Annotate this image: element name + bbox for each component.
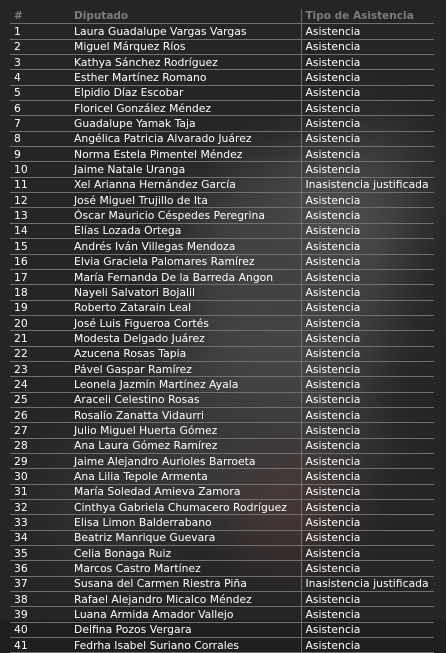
row-diputado-name: Floricel González Méndez	[70, 101, 301, 116]
row-attendance-type: Asistencia	[301, 453, 434, 468]
row-diputado-name: Araceli Celestino Rosas	[70, 392, 301, 407]
row-number: 12	[10, 193, 70, 208]
table-body	[10, 24, 434, 653]
row-attendance-type: Asistencia	[301, 607, 434, 622]
row-number: 19	[10, 300, 70, 315]
row-diputado-name: Roberto Zatarain Leal	[70, 300, 301, 315]
row-attendance-type: Asistencia	[301, 269, 434, 284]
table-row	[10, 147, 434, 162]
row-number: 2	[10, 39, 70, 54]
table-row	[10, 177, 434, 192]
row-diputado-name: Marcos Castro Martínez	[70, 561, 301, 576]
row-diputado-name: Guadalupe Yamak Taja	[70, 116, 301, 131]
row-diputado-name: Celia Bonaga Ruiz	[70, 546, 301, 561]
row-attendance-type: Asistencia	[301, 515, 434, 530]
table-row	[10, 484, 434, 499]
row-diputado-name: María Fernanda De la Barreda Angon	[70, 269, 301, 284]
table-row	[10, 546, 434, 561]
row-attendance-type: Asistencia	[301, 377, 434, 392]
row-diputado-name: Pável Gaspar Ramírez	[70, 361, 301, 376]
row-number: 13	[10, 208, 70, 223]
row-diputado-name: Elisa Limon Balderrabano	[70, 515, 301, 530]
row-diputado-name: Óscar Mauricio Céspedes Peregrina	[70, 208, 301, 223]
row-diputado-name: Elpidio Díaz Escobar	[70, 85, 301, 100]
row-number: 29	[10, 453, 70, 468]
row-number: 16	[10, 254, 70, 269]
row-attendance-type: Asistencia	[301, 438, 434, 453]
row-number: 11	[10, 177, 70, 192]
row-number: 15	[10, 239, 70, 254]
table-row	[10, 131, 434, 146]
row-number: 30	[10, 469, 70, 484]
row-diputado-name: Ana Lilia Tepole Armenta	[70, 469, 301, 484]
row-attendance-type: Asistencia	[301, 24, 434, 39]
table-row	[10, 39, 434, 54]
table-row	[10, 592, 434, 607]
row-number: 25	[10, 392, 70, 407]
row-attendance-type: Asistencia	[301, 315, 434, 330]
row-diputado-name: Fedrha Isabel Suriano Corrales	[70, 638, 301, 653]
row-attendance-type: Asistencia	[301, 530, 434, 545]
row-diputado-name: Susana del Carmen Riestra Piña	[70, 576, 301, 591]
table-row	[10, 223, 434, 238]
row-attendance-type: Asistencia	[301, 622, 434, 637]
row-attendance-type: Asistencia	[301, 208, 434, 223]
row-number: 26	[10, 407, 70, 422]
row-attendance-type: Asistencia	[301, 193, 434, 208]
row-number: 14	[10, 223, 70, 238]
table-row	[10, 24, 434, 39]
table-row	[10, 515, 434, 530]
column-header-number: #	[10, 9, 70, 24]
row-diputado-name: Andrés Iván Villegas Mendoza	[70, 239, 301, 254]
table-row	[10, 162, 434, 177]
row-attendance-type: Asistencia	[301, 638, 434, 653]
row-attendance-type: Asistencia	[301, 70, 434, 85]
table-row	[10, 346, 434, 361]
row-number: 8	[10, 131, 70, 146]
row-number: 36	[10, 561, 70, 576]
row-number: 32	[10, 500, 70, 515]
row-attendance-type: Asistencia	[301, 116, 434, 131]
row-number: 33	[10, 515, 70, 530]
row-attendance-type: Asistencia	[301, 300, 434, 315]
table-row	[10, 331, 434, 346]
row-number: 34	[10, 530, 70, 545]
table-row	[10, 469, 434, 484]
row-number: 9	[10, 147, 70, 162]
row-number: 27	[10, 423, 70, 438]
table-row	[10, 208, 434, 223]
row-diputado-name: Modesta Delgado Juárez	[70, 331, 301, 346]
table-row	[10, 269, 434, 284]
table-row	[10, 561, 434, 576]
row-diputado-name: Kathya Sánchez Rodríguez	[70, 55, 301, 70]
row-attendance-type: Asistencia	[301, 361, 434, 376]
row-number: 20	[10, 315, 70, 330]
row-diputado-name: Azucena Rosas Tapia	[70, 346, 301, 361]
row-attendance-type: Asistencia	[301, 85, 434, 100]
column-header-diputado: Diputado	[70, 9, 301, 24]
attendance-table	[10, 9, 434, 653]
row-attendance-type: Inasistencia justificada	[301, 177, 434, 192]
table-row	[10, 622, 434, 637]
row-attendance-type: Asistencia	[301, 162, 434, 177]
row-number: 4	[10, 70, 70, 85]
row-diputado-name: José Miguel Trujillo de Ita	[70, 193, 301, 208]
row-number: 39	[10, 607, 70, 622]
row-number: 7	[10, 116, 70, 131]
row-number: 23	[10, 361, 70, 376]
row-diputado-name: Jaime Alejandro Aurioles Barroeta	[70, 453, 301, 468]
row-attendance-type: Inasistencia justificada	[301, 576, 434, 591]
row-attendance-type: Asistencia	[301, 592, 434, 607]
row-number: 28	[10, 438, 70, 453]
table-row	[10, 193, 434, 208]
table-row	[10, 239, 434, 254]
row-diputado-name: Nayeli Salvatori Bojalil	[70, 285, 301, 300]
row-number: 21	[10, 331, 70, 346]
row-number: 38	[10, 592, 70, 607]
row-number: 1	[10, 24, 70, 39]
row-attendance-type: Asistencia	[301, 101, 434, 116]
row-diputado-name: Elías Lozada Ortega	[70, 223, 301, 238]
row-attendance-type: Asistencia	[301, 131, 434, 146]
row-number: 22	[10, 346, 70, 361]
row-diputado-name: Cinthya Gabriela Chumacero Rodríguez	[70, 500, 301, 515]
row-diputado-name: Angélica Patricia Alvarado Juárez	[70, 131, 301, 146]
row-diputado-name: Ana Laura Gómez Ramírez	[70, 438, 301, 453]
table-row	[10, 285, 434, 300]
row-number: 24	[10, 377, 70, 392]
table-row	[10, 300, 434, 315]
table-row	[10, 500, 434, 515]
row-attendance-type: Asistencia	[301, 223, 434, 238]
table-row	[10, 576, 434, 591]
row-diputado-name: Delfina Pozos Vergara	[70, 622, 301, 637]
row-number: 3	[10, 55, 70, 70]
row-attendance-type: Asistencia	[301, 546, 434, 561]
table-row	[10, 392, 434, 407]
row-diputado-name: Elvia Graciela Palomares Ramírez	[70, 254, 301, 269]
row-diputado-name: Xel Arianna Hernández García	[70, 177, 301, 192]
table-row	[10, 361, 434, 376]
row-number: 41	[10, 638, 70, 653]
row-number: 6	[10, 101, 70, 116]
table-row	[10, 254, 434, 269]
column-header-tipo: Tipo de Asistencia	[301, 9, 434, 24]
table-row	[10, 438, 434, 453]
table-row	[10, 70, 434, 85]
row-attendance-type: Asistencia	[301, 484, 434, 499]
table-row	[10, 530, 434, 545]
row-attendance-type: Asistencia	[301, 392, 434, 407]
row-diputado-name: Luana Armida Amador Vallejo	[70, 607, 301, 622]
table-row	[10, 453, 434, 468]
table-row	[10, 423, 434, 438]
row-attendance-type: Asistencia	[301, 561, 434, 576]
row-attendance-type: Asistencia	[301, 285, 434, 300]
table-row	[10, 315, 434, 330]
row-number: 31	[10, 484, 70, 499]
row-diputado-name: Beatriz Manrique Guevara	[70, 530, 301, 545]
row-number: 17	[10, 269, 70, 284]
row-number: 10	[10, 162, 70, 177]
table-row	[10, 101, 434, 116]
row-number: 18	[10, 285, 70, 300]
row-diputado-name: Rafael Alejandro Micalco Méndez	[70, 592, 301, 607]
table-header-row	[10, 9, 434, 24]
row-attendance-type: Asistencia	[301, 346, 434, 361]
row-diputado-name: Julio Miguel Huerta Gómez	[70, 423, 301, 438]
row-attendance-type: Asistencia	[301, 331, 434, 346]
table-row	[10, 407, 434, 422]
table-row	[10, 85, 434, 100]
row-diputado-name: Leonela Jazmín Martínez Ayala	[70, 377, 301, 392]
row-attendance-type: Asistencia	[301, 500, 434, 515]
row-number: 37	[10, 576, 70, 591]
row-attendance-type: Asistencia	[301, 147, 434, 162]
row-diputado-name: Jaime Natale Uranga	[70, 162, 301, 177]
table-row	[10, 55, 434, 70]
row-attendance-type: Asistencia	[301, 239, 434, 254]
row-number: 35	[10, 546, 70, 561]
row-diputado-name: Miguel Márquez Ríos	[70, 39, 301, 54]
row-diputado-name: Esther Martínez Romano	[70, 70, 301, 85]
row-attendance-type: Asistencia	[301, 407, 434, 422]
row-diputado-name: Norma Estela Pimentel Méndez	[70, 147, 301, 162]
row-number: 5	[10, 85, 70, 100]
row-diputado-name: María Soledad Amieva Zamora	[70, 484, 301, 499]
row-attendance-type: Asistencia	[301, 39, 434, 54]
table-row	[10, 607, 434, 622]
row-diputado-name: Laura Guadalupe Vargas Vargas	[70, 24, 301, 39]
row-attendance-type: Asistencia	[301, 469, 434, 484]
row-attendance-type: Asistencia	[301, 55, 434, 70]
row-attendance-type: Asistencia	[301, 254, 434, 269]
table-row	[10, 638, 434, 653]
table-row	[10, 377, 434, 392]
row-number: 40	[10, 622, 70, 637]
table-row	[10, 116, 434, 131]
row-diputado-name: Rosalío Zanatta Vidaurri	[70, 407, 301, 422]
row-attendance-type: Asistencia	[301, 423, 434, 438]
row-diputado-name: José Luis Figueroa Cortés	[70, 315, 301, 330]
